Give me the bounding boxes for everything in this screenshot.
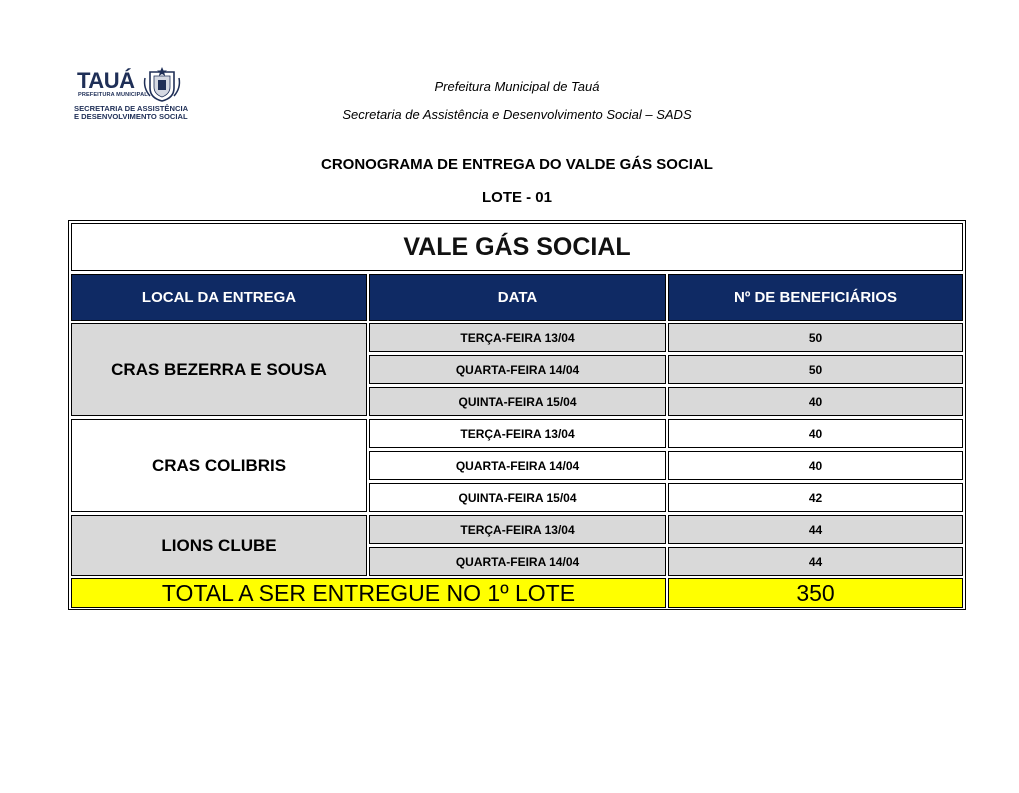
count-cell: 50 xyxy=(668,355,963,384)
logo-department-line2: E DESENVOLVIMENTO SOCIAL xyxy=(74,112,188,121)
column-header-beneficiaries: Nº DE BENEFICIÁRIOS xyxy=(668,274,963,321)
date-cell: TERÇA-FEIRA 13/04 xyxy=(369,515,666,544)
date-cell: TERÇA-FEIRA 13/04 xyxy=(369,419,666,448)
date-cell: QUINTA-FEIRA 15/04 xyxy=(369,387,666,416)
count-cell: 40 xyxy=(668,387,963,416)
table-title: VALE GÁS SOCIAL xyxy=(71,223,963,271)
count-cell: 40 xyxy=(668,419,963,448)
count-cell: 42 xyxy=(668,483,963,512)
column-header-location: LOCAL DA ENTREGA xyxy=(71,274,367,321)
header-prefeitura: Prefeitura Municipal de Tauá xyxy=(434,79,600,94)
date-cell: TERÇA-FEIRA 13/04 xyxy=(369,323,666,352)
total-label: TOTAL A SER ENTREGUE NO 1º LOTE xyxy=(71,578,666,608)
date-cell: QUARTA-FEIRA 14/04 xyxy=(369,451,666,480)
location-cell: CRAS COLIBRIS xyxy=(71,419,367,512)
date-cell: QUARTA-FEIRA 14/04 xyxy=(369,547,666,576)
document-title: CRONOGRAMA DE ENTREGA DO VALDE GÁS SOCIAL xyxy=(321,156,713,173)
date-cell: QUARTA-FEIRA 14/04 xyxy=(369,355,666,384)
count-cell: 40 xyxy=(668,451,963,480)
lote-label: LOTE - 01 xyxy=(481,189,552,206)
logo-name: TAUÁ xyxy=(77,68,135,93)
total-value: 350 xyxy=(668,578,963,608)
location-cell: LIONS CLUBE xyxy=(71,515,367,576)
count-cell: 44 xyxy=(668,515,963,544)
location-cell: CRAS BEZERRA E SOUSA xyxy=(71,323,367,416)
schedule-table xyxy=(68,220,966,610)
count-cell: 44 xyxy=(668,547,963,576)
logo-subtitle: PREFEITURA MUNICIPAL xyxy=(78,92,148,98)
logo-department-line1: SECRETARIA DE ASSISTÊNCIA xyxy=(74,104,189,113)
column-header-date: DATA xyxy=(369,274,666,321)
header-secretaria: Secretaria de Assistência e Desenvolvimento Social – SADS xyxy=(342,107,692,122)
count-cell: 50 xyxy=(668,323,963,352)
date-cell: QUINTA-FEIRA 15/04 xyxy=(369,483,666,512)
